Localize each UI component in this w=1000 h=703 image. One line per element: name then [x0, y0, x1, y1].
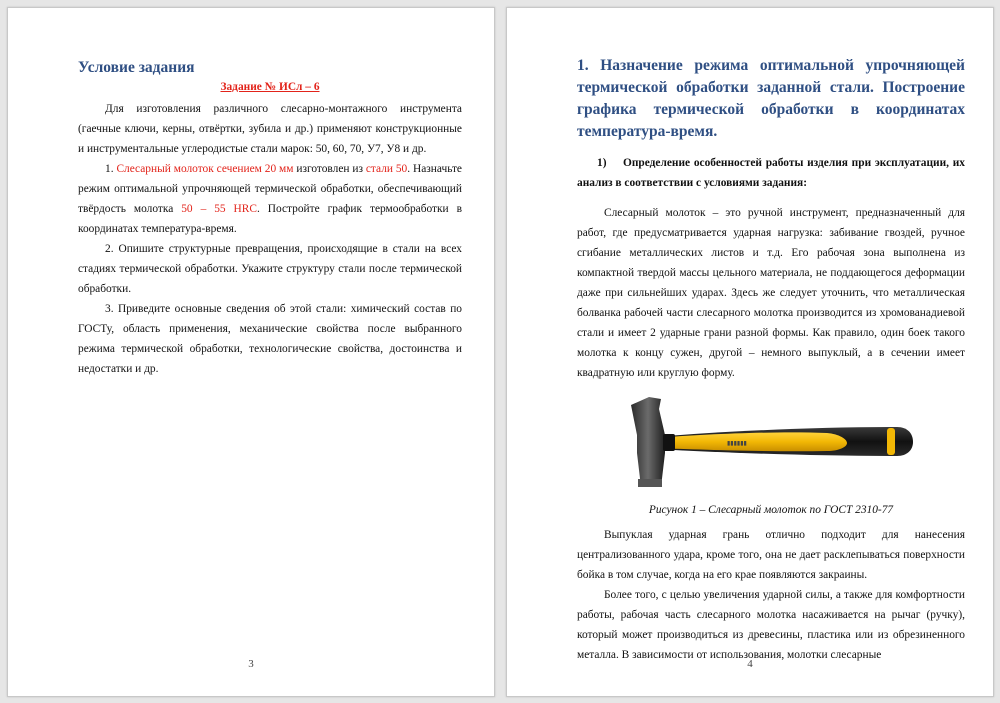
hammer-head	[631, 397, 665, 487]
task-item-1	[78, 159, 462, 239]
handle-paragraph: Более того, с целью увеличения ударной силы, а также для комфортности работы, рабочая часть слесарного молотка насаживается на рычаг (ручку), который может производиться из древесины, пластика или из обрезиненного металла. В зависимости от использования, молотки слесарные	[577, 589, 965, 661]
subsection-heading	[577, 153, 965, 193]
task-item-1-number: 1.	[105, 163, 117, 175]
subsection-number: 1)	[597, 157, 607, 169]
hardness-highlight: 50 – 55 HRC	[181, 203, 257, 215]
task-item-2: 2. Опишите структурные превращения, происходящие в стали на всех стадиях термической обработки. Укажите структуру стали после термической обработки.	[78, 243, 462, 295]
hammer-figure	[577, 387, 965, 499]
convex-face-paragraph: Выпуклая ударная грань отлично подходит для нанесения централизованного удара, кроме того, она не дает расклепываться поверхности бойка в том случае, когда на его крае появляются закраины.	[577, 529, 965, 581]
svg-text:▮▮▮▮▮▮: ▮▮▮▮▮▮	[727, 440, 747, 447]
page-4-content	[577, 54, 965, 665]
task-item-1-text-b: . Назначьте режим оптимальной упрочняющей термической обработки, обеспечивающий твёрдость молотка	[78, 163, 462, 215]
section-heading: 1. Назначение режима оптимальной упрочняющей термической обработки заданной стали. Построение графика термической обработки в координатах температура-время.	[577, 57, 965, 140]
page-3-content	[78, 54, 462, 379]
task-title: Задание № ИСл – 6	[220, 81, 320, 93]
document-page-3	[7, 7, 495, 697]
task-item-3: 3. Приведите основные сведения об этой стали: химический состав по ГОСТу, область применения, механические свойства после выбранного режима термической обработки, технологические свойства, достоинства и недостатки и др.	[78, 303, 462, 375]
intro-paragraph: Для изготовления различного слесарно-монтажного инструмента (гаечные ключи, керны, отвёртки, зубила и др.) применяют конструкционные и инструментальные углеродистые стали марок: 50, 60, 70, У7, У8 и др.	[78, 103, 462, 155]
handle-yellow-end	[887, 428, 895, 455]
hammer-face	[638, 479, 662, 487]
page-3-title: Условие задания	[78, 59, 195, 76]
page-number-3: 3	[248, 658, 254, 670]
document-page-4	[506, 7, 994, 697]
task-item-1-text-a: изготовлен из	[293, 163, 366, 175]
steel-grade-highlight: стали 50	[365, 163, 408, 175]
hammer-section-highlight: Слесарный молоток сечением 20 мм	[116, 163, 294, 175]
hammer-image	[577, 387, 965, 499]
hammer-description-paragraph: Слесарный молоток – это ручной инструмент, предназначенный для работ, где предусматривается ударная нагрузка: забивание гвоздей, ручное сгибание металлических листов и т.д. Его рабочая зона выполнена из компактной твердой массы цельного материала, не поддающегося деформации даже при сильнейших ударах. Здесь же следует уточнить, что металлическая болванка рабочей части слесарного молотка производится из хромованадиевой стали и имеет 2 ударные грани разной формы. Как правило, один боек такого молотка к концу сужен, другой – немного выпуклый, а в сечении имеет квадратную или круглую форму.	[577, 207, 965, 379]
subsection-text: Определение особенностей работы изделия при эксплуатации, их анализ в соответствии с условиями задания:	[577, 157, 965, 189]
figure-caption: Рисунок 1 – Слесарный молоток по ГОСТ 2310-77	[648, 504, 894, 516]
handle-collar	[663, 434, 675, 451]
task-item-1-text-c: . Постройте график термообработки в координатах температура-время.	[78, 203, 462, 235]
page-number-4: 4	[747, 658, 753, 670]
